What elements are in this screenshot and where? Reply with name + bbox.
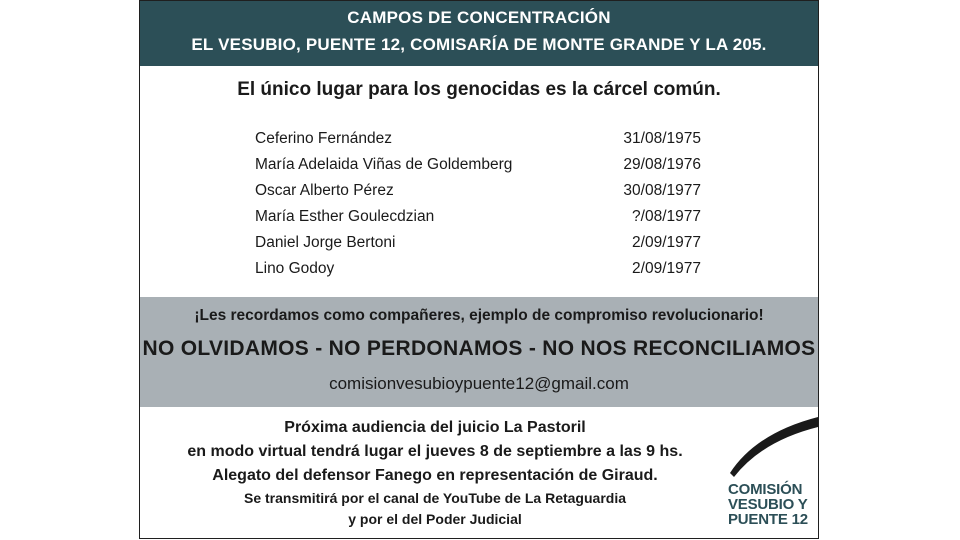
list-item [255,181,701,207]
remembrance-band [140,297,818,407]
notice-line2: en modo virtual tendrá lugar el jueves 8 de septiembre a las 9 hs. [187,443,683,460]
list-item [255,129,701,155]
notice-line5: y por el del Poder Judicial [348,511,522,527]
header-band [140,1,818,66]
victims-list [255,129,701,285]
victim-date: 31/08/1975 [623,130,701,147]
victim-name: María Adelaida Viñas de Goldemberg [255,156,513,173]
notice-line3: Alegato del defensor Fanego en representación de Giraud. [212,467,658,484]
hearing-notice [140,417,730,531]
logo-arc-icon [726,415,818,485]
logo-line2: VESUBIO Y [728,496,808,513]
contact-email: comisionvesubioypuente12@gmail.com [329,374,629,393]
header-title-line2: EL VESUBIO, PUENTE 12, COMISARÍA DE MONTE GRANDE Y LA 205. [191,35,767,54]
header-title-line1: CAMPOS DE CONCENTRACIÓN [347,8,611,27]
announcement-card [139,0,819,539]
remembrance-text: ¡Les recordamos como compañeres, ejemplo de compromiso revolucionario! [194,307,764,324]
victim-date: 2/09/1977 [632,234,701,251]
logo-wordmark [728,482,819,527]
list-item [255,233,701,259]
victim-date: ?/08/1977 [632,208,701,225]
victim-date: 2/09/1977 [632,260,701,277]
notice-line4: Se transmitirá por el canal de YouTube de La Retaguardia [244,490,626,506]
victim-date: 30/08/1977 [623,182,701,199]
logo-line3: PUENTE 12 [728,511,808,528]
victim-name: Oscar Alberto Pérez [255,182,394,199]
motto: NO OLVIDAMOS - NO PERDONAMOS - NO NOS RECONCILIAMOS [142,337,816,360]
list-item [255,155,701,181]
logo-line1: COMISIÓN [728,481,803,498]
list-item [255,207,701,233]
commission-logo [726,415,818,537]
victim-date: 29/08/1976 [623,156,701,173]
list-item [255,259,701,285]
victim-name: Lino Godoy [255,260,335,277]
victim-name: María Esther Goulecdzian [255,208,435,225]
notice-line1: Próxima audiencia del juicio La Pastoril [284,419,586,436]
slogan: El único lugar para los genocidas es la cárcel común. [237,79,721,100]
victim-name: Ceferino Fernández [255,130,392,147]
victim-name: Daniel Jorge Bertoni [255,234,396,251]
